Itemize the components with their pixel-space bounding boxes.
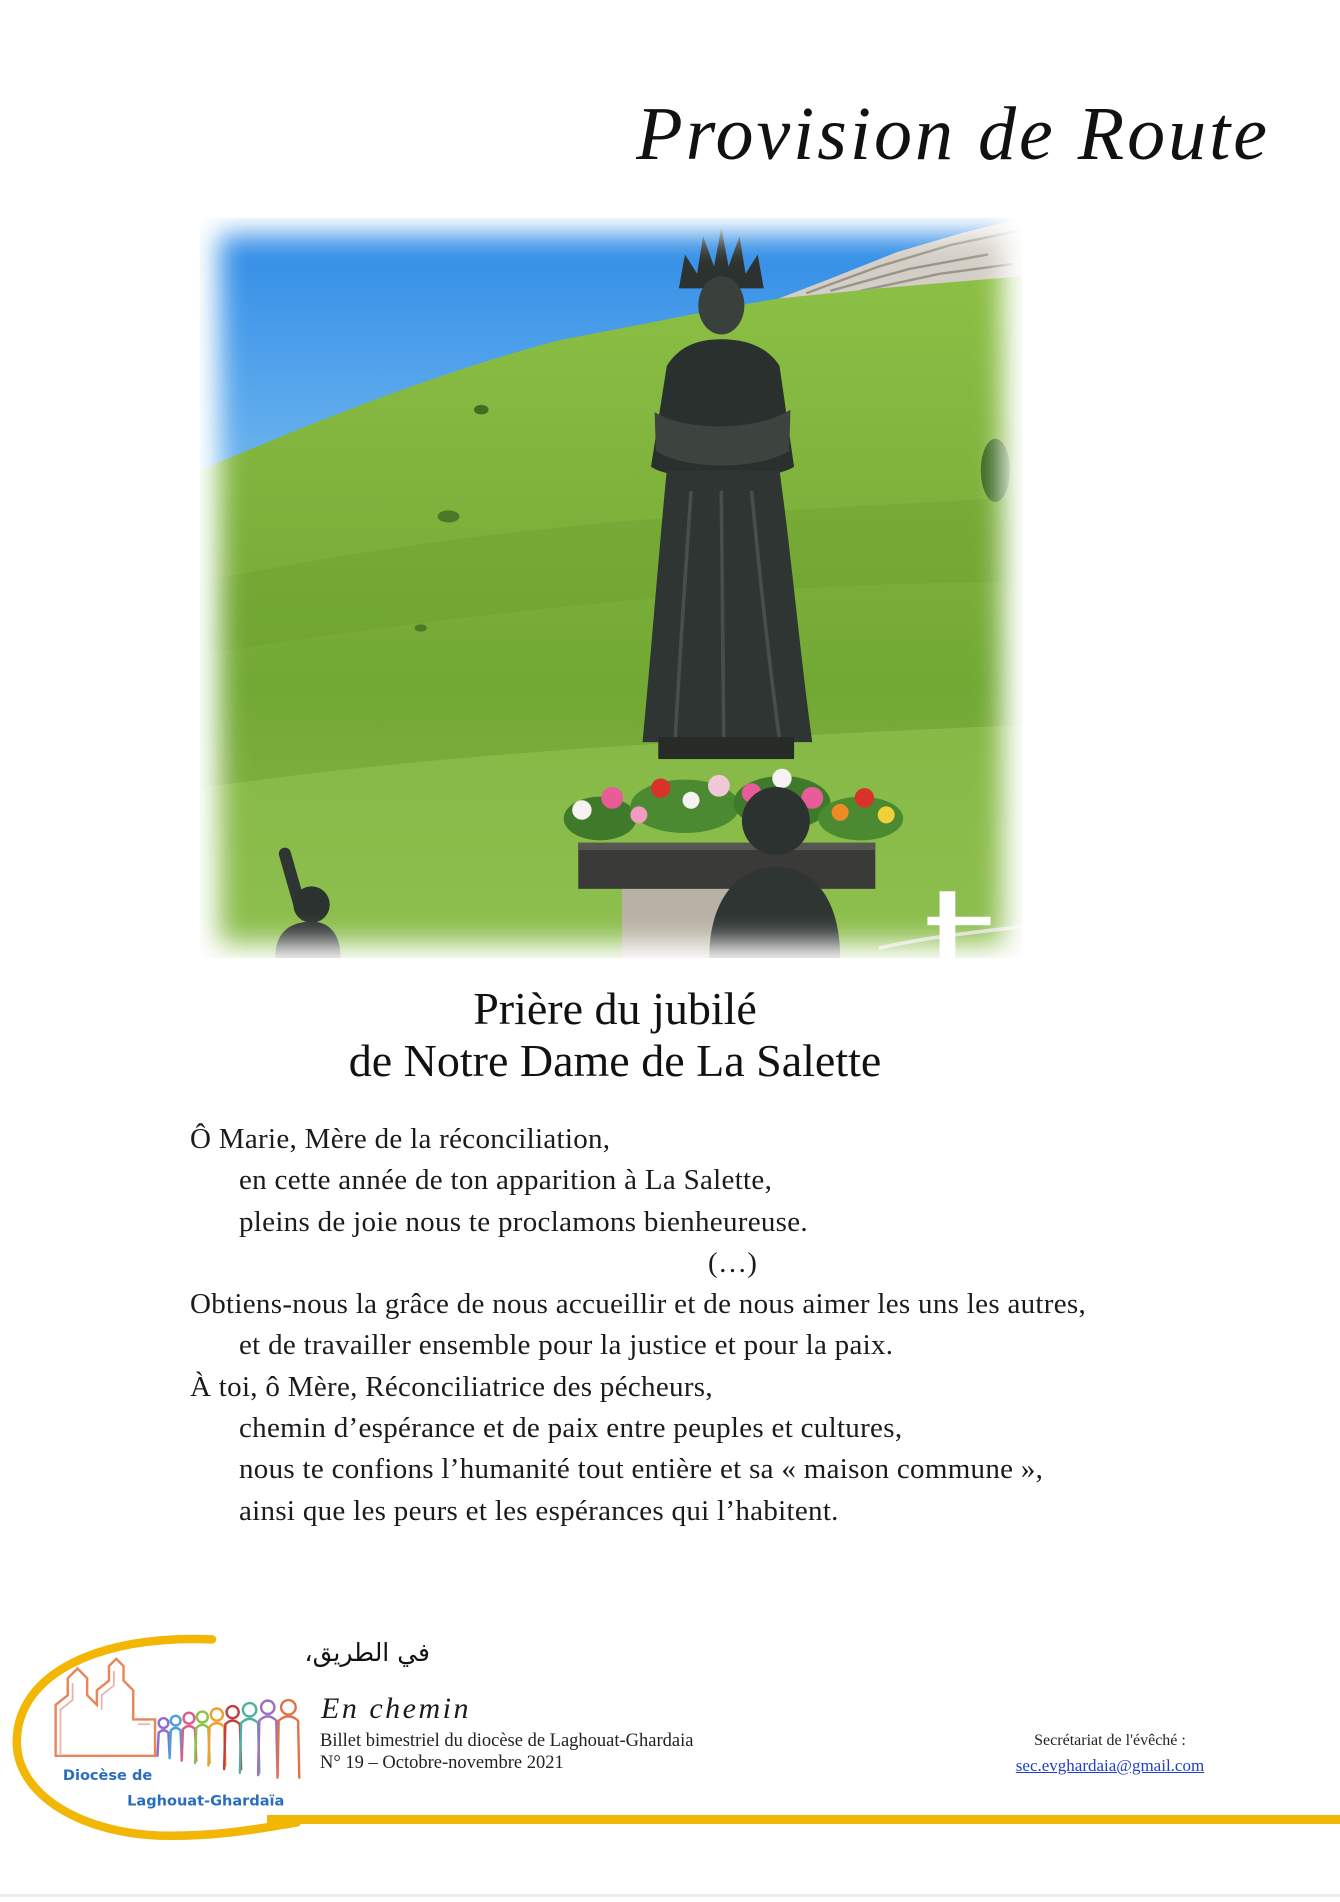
prayer-ellipsis: (…) xyxy=(708,1246,758,1279)
arabic-title: في الطريق، xyxy=(304,1638,430,1667)
shrub xyxy=(438,510,460,522)
prayer-line: pleins de joie nous te proclamons bienheureuse. xyxy=(239,1205,808,1238)
prayer-line: et de travailler ensemble pour la justice et pour la paix. xyxy=(239,1329,894,1362)
prayer-text xyxy=(190,1119,1086,1532)
prayer-line: ainsi que les peurs et les espérances qui l’habitent. xyxy=(239,1494,839,1527)
prayer-line: en cette année de ton apparition à La Salette, xyxy=(239,1164,773,1197)
prayer-line: nous te confions l’humanité tout entière et sa « maison commune », xyxy=(239,1453,1044,1486)
prayer-line: chemin d’espérance et de paix entre peuples et cultures, xyxy=(239,1412,903,1445)
publication-info xyxy=(320,1730,693,1774)
prayer-title-line-2: de Notre Dame de La Salette xyxy=(348,1035,882,1086)
page-title: Provision de Route xyxy=(636,92,1270,176)
statue-photo xyxy=(200,218,1022,958)
prayer-line: À toi, ô Mère, Réconciliatrice des pécheurs, xyxy=(190,1370,713,1403)
issue-number: N° 19 – Octobre-novembre 2021 xyxy=(320,1753,564,1773)
shrub xyxy=(415,624,427,631)
statue-base xyxy=(658,737,794,759)
logo-buildings xyxy=(56,1659,155,1756)
publication-description: Billet bimestriel du diocèse de Laghouat-Ghardaia xyxy=(320,1731,694,1751)
statue-head xyxy=(698,276,744,334)
planter-rim xyxy=(578,843,875,850)
prayer-heading xyxy=(0,983,1230,1087)
contact-block xyxy=(980,1728,1240,1779)
contact-email-link[interactable]: sec.evghardaia@gmail.com xyxy=(1015,1756,1205,1775)
logo-text-line-2: Laghouat-Ghardaïa xyxy=(127,1793,285,1810)
contact-label: Secrétariat de l'évêché : xyxy=(1034,1732,1186,1749)
footer-accent-line xyxy=(267,1815,1340,1824)
shrub xyxy=(474,405,489,415)
publication-name: En chemin xyxy=(321,1692,471,1725)
prayer-line: Obtiens-nous la grâce de nous accueillir et de nous aimer les uns les autres, xyxy=(190,1288,1087,1321)
diocese-logo xyxy=(12,1632,309,1842)
tree xyxy=(981,439,1010,502)
logo-text-line-1: Diocèse de xyxy=(62,1768,153,1785)
logo-people xyxy=(157,1700,299,1778)
prayer-line: Ô Marie, Mère de la réconciliation, xyxy=(190,1123,611,1155)
page-bottom-edge xyxy=(0,1894,1340,1897)
prayer-title-line-1: Prière du jubilé xyxy=(473,983,757,1034)
